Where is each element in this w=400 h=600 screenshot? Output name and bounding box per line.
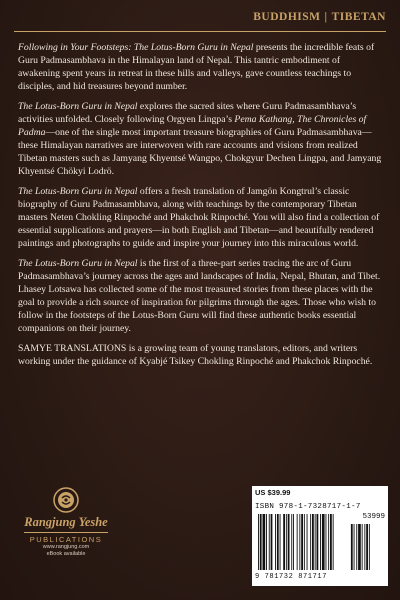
paragraph-text: SAMYE TRANSLATIONS is a growing team of young translators, editors, and writers working under the guidance of Kyabjé Tsikey Chokling Rinpoché and Phakchok Rinpoché. <box>18 343 373 367</box>
italic-title: The Lotus-Born Guru in Nepal <box>18 101 138 112</box>
category-label <box>253 11 386 23</box>
category-separator: | <box>324 11 328 23</box>
barcode-icon <box>258 514 382 572</box>
barcode-addon-number: 53999 <box>362 513 385 521</box>
description-paragraph <box>18 257 382 335</box>
publisher-logo <box>16 487 116 585</box>
publisher-brand: Rangjung Yeshe <box>24 515 108 529</box>
description-paragraph <box>18 342 382 368</box>
category-buddhism: BUDDHISM <box>253 11 321 23</box>
top-divider <box>14 31 386 32</box>
italic-title: The Lotus-Born Guru in Nepal <box>18 258 138 269</box>
paragraph-text: —one of the single most important treasure biographies of Guru Padmasambhava—these Himalayan narratives are interwoven with rare accounts and visions from realized Tibetan masters such as Jamyang Khyentsé Wangpo, Chokgyur Dechen Lingpa, and Jamyang Khyentsé Chökyi Lodrö. <box>18 127 382 177</box>
paragraph-text: explores the sacred sites where Guru Padmasambhava’s activities unfolded. Closely following Orgyen Lingpa’s <box>18 101 357 125</box>
isbn-label: ISBN 978-1-7328717-1-7 <box>255 503 361 511</box>
publisher-imprint: PUBLICATIONS <box>29 535 103 544</box>
description-paragraph <box>18 185 382 250</box>
italic-title: Pema Kathang, The Chronicles of Padma <box>18 114 367 138</box>
publisher-divider <box>24 532 108 533</box>
description-text <box>18 41 382 375</box>
italic-title: Following in Your Footsteps: The Lotus-Born Guru in Nepal <box>18 42 254 53</box>
paragraph-text: presents the incredible feats of Guru Padmasambhava in the Himalayan land of Nepal. This tantric embodiment of awakening spent years in retreat in these hills and valleys, gave countless teachings to disciples, and hid treasures beyond number. <box>18 42 375 92</box>
price-label: US $39.99 <box>255 488 291 497</box>
publisher-url: www.rangjung.com <box>42 544 90 550</box>
paragraph-text: is the first of a three-part series tracing the arc of Guru Padmasambhava’s journey across the ages and landscapes of India, Nepal, Bhutan, and Tibet. Lhasey Lotsawa has collected some of the most treasured stories from these places with the goal to provide a rich source of inspiration for pilgrims through the ages. Those who wish to follow in the footsteps of the Lotus-Born Guru will find these authentic books essential companions on their journey. <box>18 258 381 334</box>
ebook-note: eBook available <box>46 551 86 557</box>
barcode-panel <box>252 486 388 586</box>
description-paragraph <box>18 41 382 93</box>
category-tibetan: TIBETAN <box>331 11 386 23</box>
barcode-digits: 9 781732 871717 <box>255 573 328 581</box>
paragraph-text: offers a fresh translation of Jamgön Kongtrul’s classic biography of Guru Padmasambhava, along with teachings by the contemporary Tibetan masters Neten Chokling Rinpoché and Phakchok Rinpoché. You will also find a collection of essential supplications and prayers—in both English and Tibetan—and beautifully rendered paintings and photographs to guide and inspire your journey into this miraculous world. <box>18 186 380 249</box>
italic-title: The Lotus-Born Guru in Nepal <box>18 186 138 197</box>
description-paragraph <box>18 100 382 178</box>
publisher-emblem-icon <box>53 487 79 513</box>
